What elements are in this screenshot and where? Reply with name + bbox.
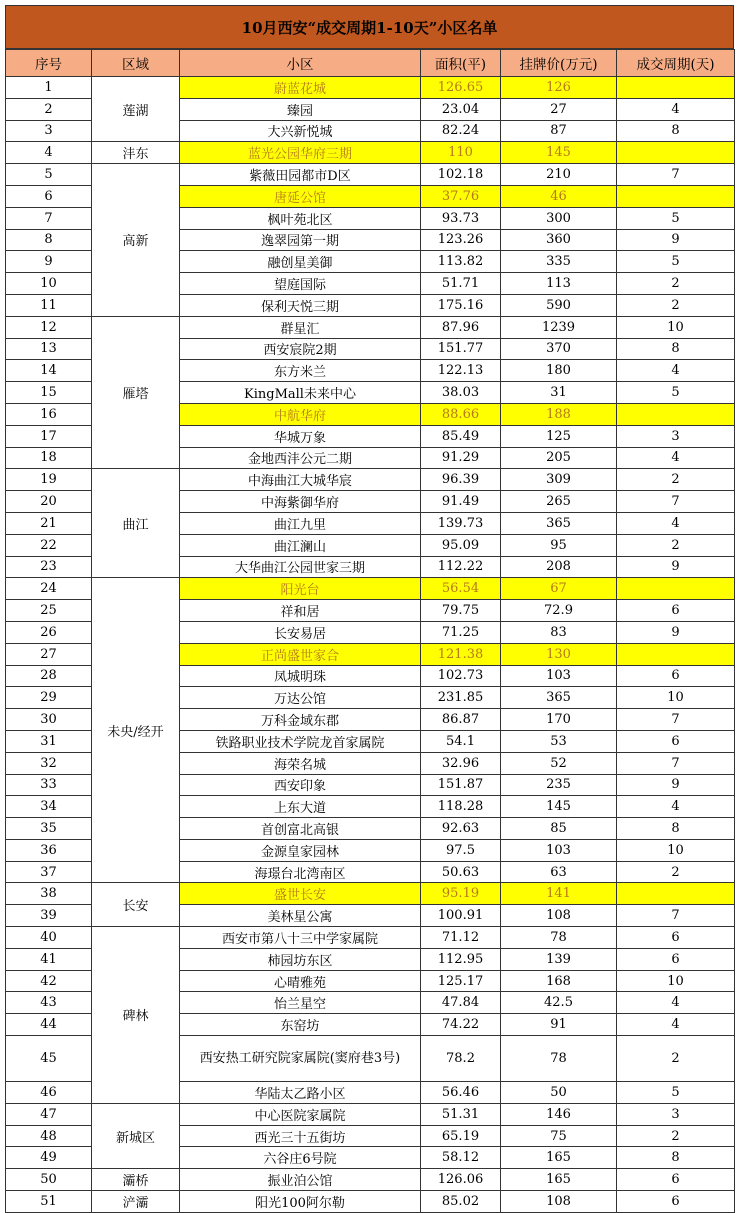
cell-index: 28 <box>6 665 92 687</box>
cell-area: 110 <box>421 142 501 164</box>
cell-index: 24 <box>6 578 92 600</box>
cell-community: 祥和居 <box>180 600 421 622</box>
cell-cycle: 7 <box>617 905 735 927</box>
cell-index: 39 <box>6 905 92 927</box>
cell-index: 50 <box>6 1169 92 1191</box>
cell-cycle: 4 <box>617 992 735 1014</box>
cell-region: 曲江 <box>92 469 180 578</box>
cell-price: 370 <box>501 338 617 360</box>
cell-index: 14 <box>6 360 92 382</box>
cell-community: 东窑坊 <box>180 1014 421 1036</box>
table-row <box>6 883 735 905</box>
cell-price: 590 <box>501 294 617 316</box>
cell-price: 108 <box>501 905 617 927</box>
cell-cycle: 6 <box>617 665 735 687</box>
header-area: 面积(平) <box>421 50 501 77</box>
cell-community: 臻园 <box>180 98 421 120</box>
cell-area: 23.04 <box>421 98 501 120</box>
cell-area: 71.12 <box>421 927 501 949</box>
cell-cycle: 4 <box>617 796 735 818</box>
cell-cycle: 3 <box>617 1103 735 1125</box>
cell-area: 71.25 <box>421 621 501 643</box>
cell-area: 121.38 <box>421 643 501 665</box>
cell-index: 25 <box>6 600 92 622</box>
cell-community: 融创星美御 <box>180 251 421 273</box>
cell-index: 19 <box>6 469 92 491</box>
community-table <box>5 49 735 1213</box>
cell-index: 2 <box>6 98 92 120</box>
table-row <box>6 578 735 600</box>
header-price: 挂牌价(万元) <box>501 50 617 77</box>
cell-area: 112.95 <box>421 948 501 970</box>
cell-area: 47.84 <box>421 992 501 1014</box>
cell-index: 47 <box>6 1103 92 1125</box>
cell-community: 长安易居 <box>180 621 421 643</box>
cell-community: 正尚盛世家合 <box>180 643 421 665</box>
cell-area: 95.09 <box>421 534 501 556</box>
cell-community: 蔚蓝花城 <box>180 77 421 99</box>
cell-community: 蓝光公园华府三期 <box>180 142 421 164</box>
cell-community: 曲江澜山 <box>180 534 421 556</box>
cell-area: 139.73 <box>421 512 501 534</box>
cell-cycle: 10 <box>617 687 735 709</box>
cell-community: 西安宸院2期 <box>180 338 421 360</box>
cell-community: 曲江九里 <box>180 512 421 534</box>
cell-price: 180 <box>501 360 617 382</box>
ranking-sheet <box>5 5 734 1213</box>
cell-region: 浐灞 <box>92 1191 180 1213</box>
cell-community: 中海紫御华府 <box>180 491 421 513</box>
table-body <box>6 77 735 1213</box>
cell-area: 91.49 <box>421 491 501 513</box>
table-row <box>6 316 735 338</box>
cell-region: 长安 <box>92 883 180 927</box>
cell-area: 85.02 <box>421 1191 501 1213</box>
cell-index: 41 <box>6 948 92 970</box>
cell-community: 东方米兰 <box>180 360 421 382</box>
cell-area: 38.03 <box>421 382 501 404</box>
header-community: 小区 <box>180 50 421 77</box>
cell-community: 西安印象 <box>180 774 421 796</box>
cell-price: 63 <box>501 861 617 883</box>
cell-community: 紫薇田园都市D区 <box>180 164 421 186</box>
cell-area: 86.87 <box>421 709 501 731</box>
cell-price: 75 <box>501 1125 617 1147</box>
cell-cycle: 4 <box>617 1014 735 1036</box>
cell-price: 52 <box>501 752 617 774</box>
cell-area: 151.87 <box>421 774 501 796</box>
cell-region: 莲湖 <box>92 77 180 142</box>
cell-cycle: 6 <box>617 600 735 622</box>
cell-price: 146 <box>501 1103 617 1125</box>
cell-index: 16 <box>6 403 92 425</box>
cell-community: 华陆太乙路小区 <box>180 1082 421 1104</box>
cell-community: 西安热工研究院家属院(窦府巷3号) <box>180 1036 421 1082</box>
cell-price: 208 <box>501 556 617 578</box>
cell-index: 22 <box>6 534 92 556</box>
cell-community: 保利天悦三期 <box>180 294 421 316</box>
cell-price: 108 <box>501 1191 617 1213</box>
cell-cycle: 2 <box>617 1036 735 1082</box>
cell-community: 金源皇家园林 <box>180 839 421 861</box>
cell-cycle: 8 <box>617 120 735 142</box>
cell-price: 125 <box>501 425 617 447</box>
cell-index: 6 <box>6 185 92 207</box>
header-row <box>6 50 735 77</box>
cell-region: 新城区 <box>92 1103 180 1168</box>
cell-area: 32.96 <box>421 752 501 774</box>
cell-cycle: 4 <box>617 512 735 534</box>
cell-index: 23 <box>6 556 92 578</box>
cell-index: 20 <box>6 491 92 513</box>
table-row <box>6 927 735 949</box>
cell-index: 51 <box>6 1191 92 1213</box>
cell-index: 15 <box>6 382 92 404</box>
cell-community: 海荣名城 <box>180 752 421 774</box>
cell-area: 125.17 <box>421 970 501 992</box>
cell-cycle <box>617 883 735 905</box>
cell-community: 上东大道 <box>180 796 421 818</box>
cell-community: 唐延公馆 <box>180 185 421 207</box>
cell-cycle: 8 <box>617 1147 735 1169</box>
cell-cycle: 2 <box>617 469 735 491</box>
cell-price: 83 <box>501 621 617 643</box>
cell-cycle: 6 <box>617 730 735 752</box>
cell-price: 360 <box>501 229 617 251</box>
cell-price: 53 <box>501 730 617 752</box>
cell-area: 51.71 <box>421 273 501 295</box>
cell-cycle: 10 <box>617 970 735 992</box>
cell-cycle: 2 <box>617 861 735 883</box>
cell-price: 265 <box>501 491 617 513</box>
cell-area: 123.26 <box>421 229 501 251</box>
cell-index: 48 <box>6 1125 92 1147</box>
cell-index: 34 <box>6 796 92 818</box>
cell-price: 78 <box>501 927 617 949</box>
sheet-title: 10月西安“成交周期1-10天”小区名单 <box>5 5 734 49</box>
cell-area: 126.65 <box>421 77 501 99</box>
cell-community: 首创富北高银 <box>180 818 421 840</box>
cell-community: 望庭国际 <box>180 273 421 295</box>
cell-area: 65.19 <box>421 1125 501 1147</box>
cell-index: 32 <box>6 752 92 774</box>
cell-index: 29 <box>6 687 92 709</box>
cell-price: 365 <box>501 687 617 709</box>
cell-area: 102.18 <box>421 164 501 186</box>
header-region: 区域 <box>92 50 180 77</box>
cell-area: 95.19 <box>421 883 501 905</box>
cell-index: 5 <box>6 164 92 186</box>
cell-cycle: 7 <box>617 752 735 774</box>
cell-area: 118.28 <box>421 796 501 818</box>
cell-cycle: 7 <box>617 164 735 186</box>
cell-cycle: 6 <box>617 1191 735 1213</box>
cell-cycle: 4 <box>617 447 735 469</box>
cell-cycle: 8 <box>617 338 735 360</box>
cell-index: 7 <box>6 207 92 229</box>
header-index: 序号 <box>6 50 92 77</box>
cell-price: 145 <box>501 142 617 164</box>
cell-index: 27 <box>6 643 92 665</box>
cell-price: 103 <box>501 665 617 687</box>
table-row <box>6 142 735 164</box>
cell-area: 91.29 <box>421 447 501 469</box>
cell-index: 11 <box>6 294 92 316</box>
cell-region: 碑林 <box>92 927 180 1104</box>
cell-price: 27 <box>501 98 617 120</box>
cell-price: 168 <box>501 970 617 992</box>
cell-area: 100.91 <box>421 905 501 927</box>
cell-area: 54.1 <box>421 730 501 752</box>
cell-price: 165 <box>501 1147 617 1169</box>
cell-community: 枫叶苑北区 <box>180 207 421 229</box>
cell-price: 145 <box>501 796 617 818</box>
cell-price: 139 <box>501 948 617 970</box>
cell-community: KingMall未来中心 <box>180 382 421 404</box>
cell-community: 凤城明珠 <box>180 665 421 687</box>
cell-area: 56.46 <box>421 1082 501 1104</box>
cell-area: 58.12 <box>421 1147 501 1169</box>
cell-index: 42 <box>6 970 92 992</box>
cell-area: 51.31 <box>421 1103 501 1125</box>
cell-community: 大兴新悦城 <box>180 120 421 142</box>
cell-cycle: 2 <box>617 294 735 316</box>
cell-community: 铁路职业技术学院龙首家属院 <box>180 730 421 752</box>
cell-price: 113 <box>501 273 617 295</box>
cell-community: 群星汇 <box>180 316 421 338</box>
cell-cycle <box>617 643 735 665</box>
cell-cycle: 9 <box>617 621 735 643</box>
cell-area: 56.54 <box>421 578 501 600</box>
cell-cycle: 4 <box>617 360 735 382</box>
cell-region: 雁塔 <box>92 316 180 469</box>
cell-price: 170 <box>501 709 617 731</box>
cell-cycle: 9 <box>617 229 735 251</box>
cell-area: 126.06 <box>421 1169 501 1191</box>
cell-price: 335 <box>501 251 617 273</box>
cell-index: 33 <box>6 774 92 796</box>
cell-area: 113.82 <box>421 251 501 273</box>
cell-cycle: 5 <box>617 251 735 273</box>
cell-price: 103 <box>501 839 617 861</box>
header-cycle: 成交周期(天) <box>617 50 735 77</box>
cell-price: 67 <box>501 578 617 600</box>
cell-cycle: 10 <box>617 839 735 861</box>
cell-price: 205 <box>501 447 617 469</box>
cell-cycle <box>617 578 735 600</box>
cell-index: 10 <box>6 273 92 295</box>
cell-community: 中航华府 <box>180 403 421 425</box>
cell-area: 88.66 <box>421 403 501 425</box>
cell-price: 300 <box>501 207 617 229</box>
cell-price: 165 <box>501 1169 617 1191</box>
cell-community: 万达公馆 <box>180 687 421 709</box>
cell-cycle: 5 <box>617 207 735 229</box>
cell-index: 45 <box>6 1036 92 1082</box>
cell-area: 122.13 <box>421 360 501 382</box>
cell-community: 逸翠园第一期 <box>180 229 421 251</box>
cell-cycle: 7 <box>617 709 735 731</box>
cell-cycle: 9 <box>617 556 735 578</box>
cell-price: 365 <box>501 512 617 534</box>
cell-area: 82.24 <box>421 120 501 142</box>
cell-community: 美林星公寓 <box>180 905 421 927</box>
cell-area: 175.16 <box>421 294 501 316</box>
table-row <box>6 1103 735 1125</box>
cell-area: 79.75 <box>421 600 501 622</box>
cell-community: 中海曲江大城华宸 <box>180 469 421 491</box>
cell-price: 141 <box>501 883 617 905</box>
cell-index: 8 <box>6 229 92 251</box>
cell-index: 3 <box>6 120 92 142</box>
cell-price: 309 <box>501 469 617 491</box>
cell-price: 46 <box>501 185 617 207</box>
cell-price: 126 <box>501 77 617 99</box>
cell-area: 50.63 <box>421 861 501 883</box>
cell-area: 151.77 <box>421 338 501 360</box>
cell-cycle: 2 <box>617 534 735 556</box>
cell-cycle: 5 <box>617 382 735 404</box>
cell-price: 1239 <box>501 316 617 338</box>
cell-index: 36 <box>6 839 92 861</box>
cell-area: 93.73 <box>421 207 501 229</box>
cell-index: 37 <box>6 861 92 883</box>
cell-cycle: 6 <box>617 1169 735 1191</box>
cell-cycle <box>617 77 735 99</box>
cell-index: 43 <box>6 992 92 1014</box>
cell-index: 18 <box>6 447 92 469</box>
cell-cycle: 10 <box>617 316 735 338</box>
cell-cycle: 8 <box>617 818 735 840</box>
cell-index: 21 <box>6 512 92 534</box>
cell-region: 沣东 <box>92 142 180 164</box>
cell-price: 50 <box>501 1082 617 1104</box>
cell-community: 心晴雅苑 <box>180 970 421 992</box>
cell-community: 西光三十五街坊 <box>180 1125 421 1147</box>
cell-community: 怡兰星空 <box>180 992 421 1014</box>
cell-price: 78 <box>501 1036 617 1082</box>
cell-price: 72.9 <box>501 600 617 622</box>
cell-area: 112.22 <box>421 556 501 578</box>
cell-community: 阳光100阿尔勒 <box>180 1191 421 1213</box>
cell-community: 万科金域东郡 <box>180 709 421 731</box>
cell-index: 17 <box>6 425 92 447</box>
table-row <box>6 469 735 491</box>
cell-index: 38 <box>6 883 92 905</box>
cell-cycle <box>617 403 735 425</box>
cell-price: 235 <box>501 774 617 796</box>
cell-index: 9 <box>6 251 92 273</box>
cell-price: 188 <box>501 403 617 425</box>
cell-region: 未央/经开 <box>92 578 180 883</box>
cell-index: 44 <box>6 1014 92 1036</box>
cell-community: 柿园坊东区 <box>180 948 421 970</box>
cell-community: 六谷庄6号院 <box>180 1147 421 1169</box>
cell-index: 31 <box>6 730 92 752</box>
cell-index: 30 <box>6 709 92 731</box>
cell-cycle: 7 <box>617 491 735 513</box>
cell-community: 大华曲江公园世家三期 <box>180 556 421 578</box>
cell-price: 85 <box>501 818 617 840</box>
cell-index: 40 <box>6 927 92 949</box>
cell-area: 96.39 <box>421 469 501 491</box>
cell-community: 金地西沣公元二期 <box>180 447 421 469</box>
cell-community: 海璟台北湾南区 <box>180 861 421 883</box>
cell-price: 42.5 <box>501 992 617 1014</box>
cell-index: 4 <box>6 142 92 164</box>
cell-area: 102.73 <box>421 665 501 687</box>
cell-area: 85.49 <box>421 425 501 447</box>
cell-community: 振业泊公馆 <box>180 1169 421 1191</box>
table-row <box>6 77 735 99</box>
cell-community: 中心医院家属院 <box>180 1103 421 1125</box>
cell-community: 阳光台 <box>180 578 421 600</box>
cell-area: 78.2 <box>421 1036 501 1082</box>
cell-region: 高新 <box>92 164 180 317</box>
cell-cycle: 5 <box>617 1082 735 1104</box>
cell-cycle: 6 <box>617 927 735 949</box>
cell-price: 210 <box>501 164 617 186</box>
cell-area: 74.22 <box>421 1014 501 1036</box>
cell-price: 95 <box>501 534 617 556</box>
cell-cycle <box>617 185 735 207</box>
cell-cycle: 9 <box>617 774 735 796</box>
table-row <box>6 164 735 186</box>
cell-price: 87 <box>501 120 617 142</box>
cell-area: 231.85 <box>421 687 501 709</box>
cell-community: 西安市第八十三中学家属院 <box>180 927 421 949</box>
cell-index: 35 <box>6 818 92 840</box>
cell-price: 31 <box>501 382 617 404</box>
cell-index: 1 <box>6 77 92 99</box>
cell-cycle: 2 <box>617 273 735 295</box>
table-row <box>6 1191 735 1213</box>
cell-cycle: 4 <box>617 98 735 120</box>
cell-community: 盛世长安 <box>180 883 421 905</box>
cell-area: 97.5 <box>421 839 501 861</box>
cell-community: 华城万象 <box>180 425 421 447</box>
cell-index: 13 <box>6 338 92 360</box>
cell-area: 92.63 <box>421 818 501 840</box>
cell-area: 87.96 <box>421 316 501 338</box>
cell-cycle: 6 <box>617 948 735 970</box>
cell-cycle <box>617 142 735 164</box>
cell-region: 灞桥 <box>92 1169 180 1191</box>
cell-area: 37.76 <box>421 185 501 207</box>
cell-index: 26 <box>6 621 92 643</box>
cell-cycle: 2 <box>617 1125 735 1147</box>
cell-price: 91 <box>501 1014 617 1036</box>
cell-index: 46 <box>6 1082 92 1104</box>
cell-index: 12 <box>6 316 92 338</box>
cell-index: 49 <box>6 1147 92 1169</box>
cell-cycle: 3 <box>617 425 735 447</box>
cell-price: 130 <box>501 643 617 665</box>
table-row <box>6 1169 735 1191</box>
